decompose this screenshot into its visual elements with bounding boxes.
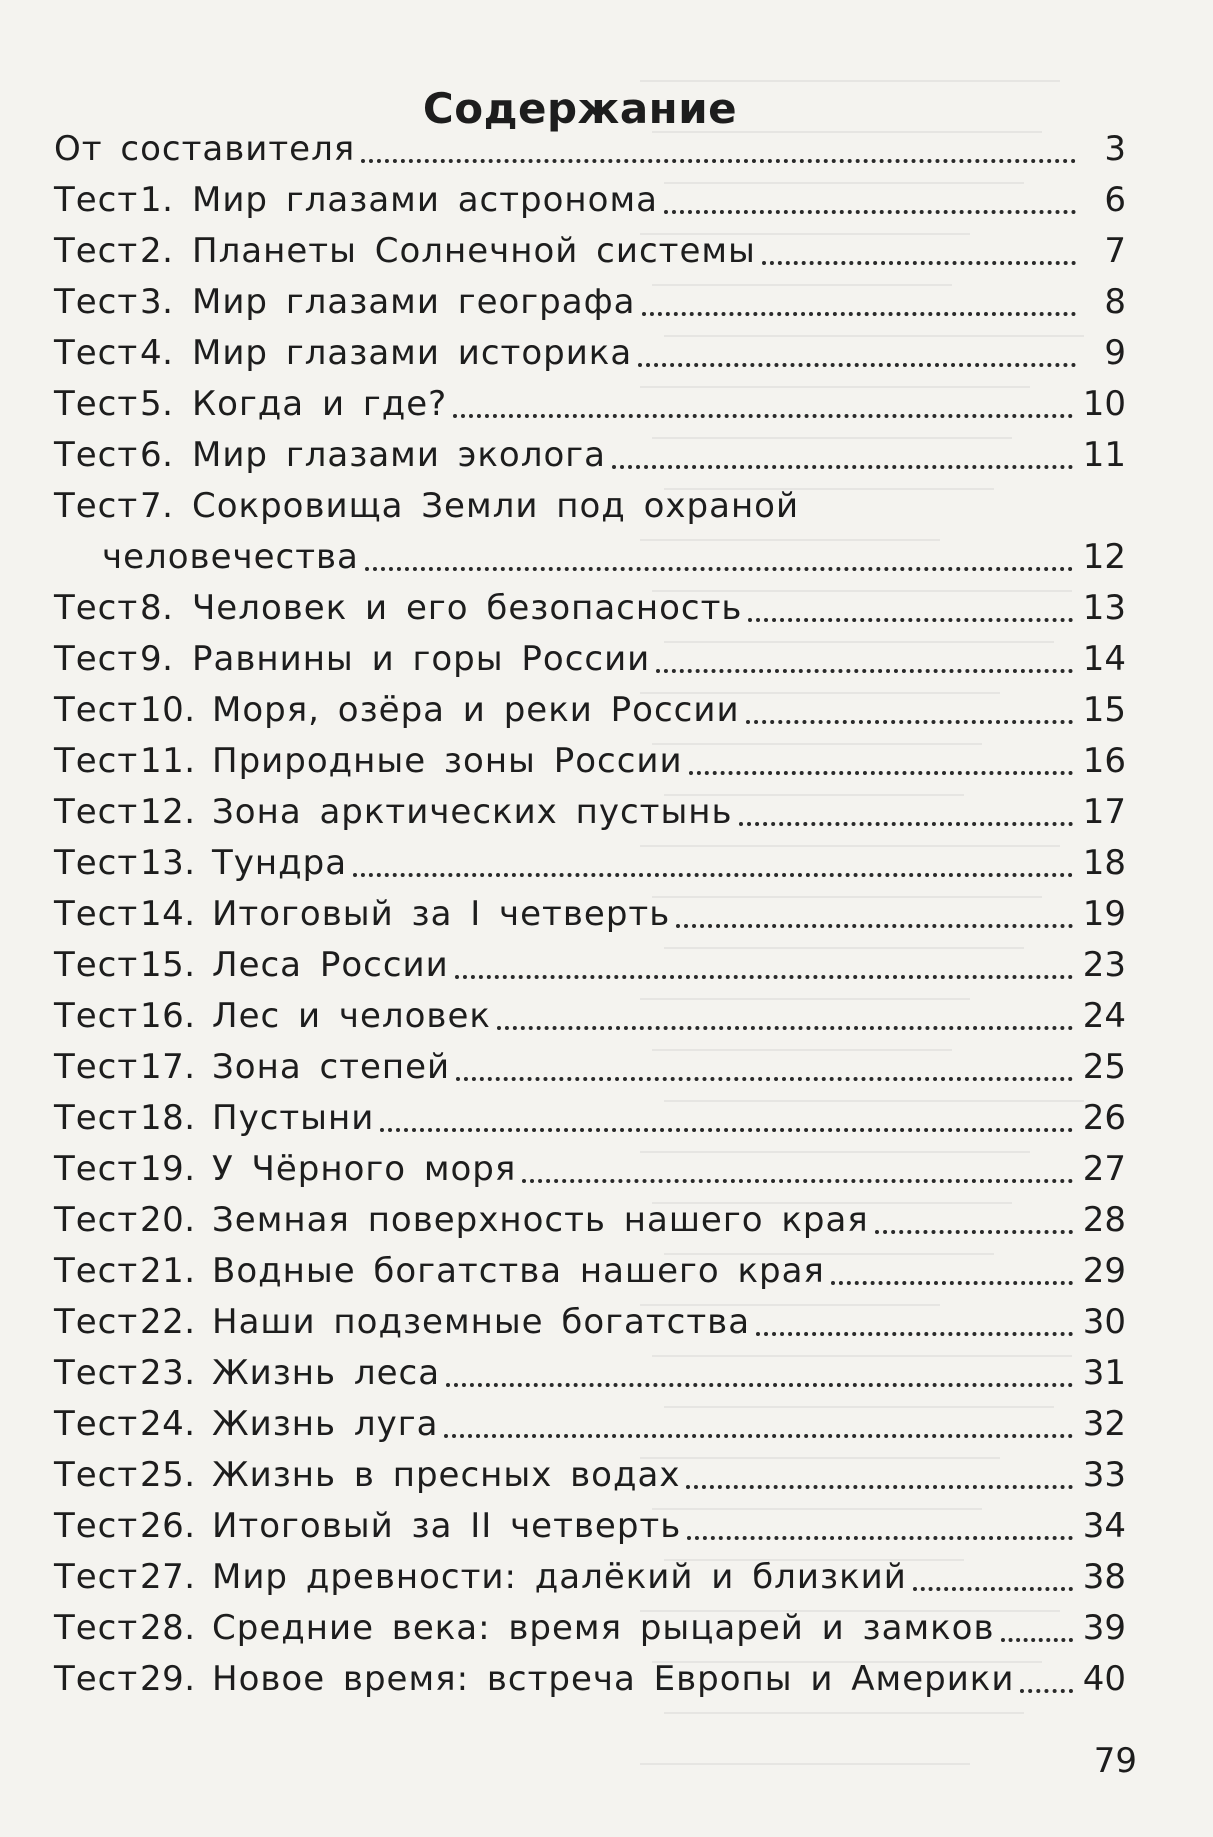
- dot-leader: [497, 1025, 1073, 1030]
- dot-leader: [762, 260, 1076, 265]
- toc-entry: [54, 379, 1126, 430]
- entry-label: Тест: [54, 1455, 139, 1495]
- entry-label: Тест: [54, 588, 139, 628]
- entry-number: 20.: [140, 1200, 196, 1240]
- entry-number: 16.: [140, 996, 196, 1036]
- entry-label: Тест: [54, 435, 139, 475]
- toc-entry: [54, 991, 1126, 1042]
- entry-number: 21.: [140, 1251, 196, 1291]
- entry-number: 29.: [140, 1659, 196, 1699]
- entry-label: Тест: [54, 231, 139, 271]
- entry-page: 8: [1104, 282, 1126, 322]
- entry-number: 5.: [140, 384, 174, 424]
- entry-title: Водные богатства нашего края: [212, 1251, 825, 1291]
- toc-entry: [54, 226, 1126, 277]
- entry-page: 26: [1082, 1098, 1126, 1138]
- entry-title: Мир глазами астронома: [192, 180, 658, 220]
- entry-title: Равнины и горы России: [192, 639, 651, 679]
- entry-title: Тундра: [212, 843, 348, 883]
- entry-page: 30: [1082, 1302, 1126, 1342]
- entry-page: 11: [1082, 435, 1126, 475]
- entry-number: 11.: [140, 741, 196, 781]
- entry-label: Тест: [54, 1557, 139, 1597]
- entry-label: Тест: [54, 1659, 139, 1699]
- entry-number: 2.: [140, 231, 174, 271]
- entry-page: 15: [1082, 690, 1126, 730]
- dot-leader: [748, 617, 1072, 622]
- entry-page: 33: [1082, 1455, 1126, 1495]
- dot-leader: [456, 1076, 1073, 1081]
- entry-number: 12.: [140, 792, 196, 832]
- entry-page: 29: [1082, 1251, 1126, 1291]
- entry-label: Тест: [54, 384, 139, 424]
- entry-page: 6: [1104, 180, 1126, 220]
- table-of-contents: [54, 124, 1126, 1705]
- entry-title: Итоговый за I четверть: [212, 894, 671, 934]
- entry-label: Тест: [54, 1353, 139, 1393]
- entry-number: 10.: [140, 690, 196, 730]
- entry-label: Тест: [54, 843, 139, 883]
- entry-number: 8.: [140, 588, 174, 628]
- dot-leader: [361, 158, 1076, 163]
- dot-leader: [831, 1280, 1073, 1285]
- entry-page: 17: [1082, 792, 1126, 832]
- entry-label: Тест: [54, 945, 139, 985]
- entry-page: 34: [1082, 1506, 1126, 1546]
- entry-title: Жизнь в пресных водах: [212, 1455, 681, 1495]
- entry-label: Тест: [54, 639, 139, 679]
- toc-entry: [54, 1654, 1126, 1705]
- entry-page: 3: [1104, 129, 1126, 169]
- dot-leader: [365, 566, 1073, 571]
- entry-title: Когда и где?: [192, 384, 448, 424]
- dot-leader: [687, 1535, 1072, 1540]
- entry-title: Пустыни: [212, 1098, 375, 1138]
- entry-label: Тест: [54, 1404, 139, 1444]
- entry-label: Тест: [54, 1302, 139, 1342]
- entry-title: Природные зоны России: [212, 741, 683, 781]
- entry-label: Тест: [54, 180, 139, 220]
- toc-entry: [54, 583, 1126, 634]
- toc-entry: [54, 1501, 1126, 1552]
- toc-entry-continuation: [54, 532, 1126, 583]
- entry-title: Лес и человек: [212, 996, 491, 1036]
- entry-title: Зона арктических пустынь: [212, 792, 733, 832]
- entry-label: Тест: [54, 1200, 139, 1240]
- entry-page: 16: [1082, 741, 1126, 781]
- toc-entry: [54, 481, 1126, 532]
- entry-title: Зона степей: [212, 1047, 451, 1087]
- entry-number: 13.: [140, 843, 196, 883]
- entry-number: 17.: [140, 1047, 196, 1087]
- entry-page: 27: [1082, 1149, 1126, 1189]
- dot-leader: [380, 1127, 1072, 1132]
- entry-page: 24: [1082, 996, 1126, 1036]
- toc-entry: [54, 787, 1126, 838]
- toc-entry: [54, 940, 1126, 991]
- entry-page: 23: [1082, 945, 1126, 985]
- entry-label: Тест: [54, 792, 139, 832]
- entry-page: 10: [1082, 384, 1126, 424]
- entry-title: Мир глазами географа: [192, 282, 636, 322]
- toc-entry: [54, 889, 1126, 940]
- entry-label: Тест: [54, 1149, 139, 1189]
- toc-entry: [54, 1348, 1126, 1399]
- dot-leader: [522, 1178, 1072, 1183]
- toc-entry: [54, 838, 1126, 889]
- toc-entry: [54, 1552, 1126, 1603]
- toc-entry: [54, 430, 1126, 481]
- entry-title: Мир глазами историка: [192, 333, 633, 373]
- entry-number: 23.: [140, 1353, 196, 1393]
- show-through-line: [640, 80, 1060, 82]
- entry-label: Тест: [54, 486, 139, 526]
- entry-title: Земная поверхность нашего края: [212, 1200, 869, 1240]
- entry-number: 4.: [140, 333, 174, 373]
- entry-number: 9.: [140, 639, 174, 679]
- entry-label: Тест: [54, 996, 139, 1036]
- entry-title: Жизнь луга: [212, 1404, 439, 1444]
- entry-page: 14: [1082, 639, 1126, 679]
- dot-leader: [664, 209, 1076, 214]
- entry-label: Тест: [54, 741, 139, 781]
- dot-leader: [746, 719, 1073, 724]
- dot-leader: [1001, 1637, 1073, 1642]
- page-number: 79: [1093, 1741, 1137, 1781]
- dot-leader: [444, 1433, 1072, 1438]
- toc-entry: [54, 1246, 1126, 1297]
- entry-title: Леса России: [212, 945, 449, 985]
- entry-label: Тест: [54, 333, 139, 373]
- entry-number: 25.: [140, 1455, 196, 1495]
- entry-number: 18.: [140, 1098, 196, 1138]
- entry-page: 39: [1082, 1608, 1126, 1648]
- dot-leader: [642, 311, 1077, 316]
- dot-leader: [739, 821, 1073, 826]
- entry-label: Тест: [54, 1506, 139, 1546]
- dot-leader: [455, 974, 1073, 979]
- entry-label: Тест: [54, 1047, 139, 1087]
- entry-label: Тест: [54, 1251, 139, 1291]
- toc-entry: [54, 1042, 1126, 1093]
- toc-entry: [54, 328, 1126, 379]
- entry-title: У Чёрного моря: [212, 1149, 517, 1189]
- dot-leader: [453, 413, 1073, 418]
- entry-page: 40: [1082, 1659, 1126, 1699]
- dot-leader: [875, 1229, 1073, 1234]
- entry-label: Тест: [54, 1098, 139, 1138]
- entry-title: Моря, озёра и реки России: [212, 690, 740, 730]
- toc-entry: [54, 1399, 1126, 1450]
- toc-entry: [54, 124, 1126, 175]
- entry-label: Тест: [54, 690, 139, 730]
- entry-page: 25: [1082, 1047, 1126, 1087]
- entry-title: Наши подземные богатства: [212, 1302, 751, 1342]
- entry-number: 19.: [140, 1149, 196, 1189]
- toc-entry: [54, 277, 1126, 328]
- entry-title: Итоговый за II четверть: [212, 1506, 682, 1546]
- toc-entry: [54, 1093, 1126, 1144]
- entry-title: Средние века: время рыцарей и замков: [212, 1608, 995, 1648]
- entry-label: Тест: [54, 894, 139, 934]
- entry-number: 1.: [140, 180, 174, 220]
- entry-page: 18: [1082, 843, 1126, 883]
- entry-page: 12: [1082, 537, 1126, 577]
- entry-title: Мир древности: далёкий и близкий: [212, 1557, 907, 1597]
- toc-entry: [54, 1195, 1126, 1246]
- page-title: Содержание: [422, 84, 738, 134]
- show-through-line: [664, 1712, 1024, 1714]
- dot-leader: [353, 872, 1073, 877]
- entry-page: 7: [1104, 231, 1126, 271]
- dot-leader: [913, 1586, 1073, 1591]
- entry-label: Тест: [54, 1608, 139, 1648]
- entry-page: 38: [1082, 1557, 1126, 1597]
- entry-title: Мир глазами эколога: [192, 435, 606, 475]
- dot-leader: [656, 668, 1072, 673]
- entry-page: 31: [1082, 1353, 1126, 1393]
- entry-page: 9: [1104, 333, 1126, 373]
- toc-entry: [54, 1297, 1126, 1348]
- entry-page: 13: [1082, 588, 1126, 628]
- entry-page: 32: [1082, 1404, 1126, 1444]
- entry-number: 27.: [140, 1557, 196, 1597]
- dot-leader: [686, 1484, 1072, 1489]
- toc-entry: [54, 736, 1126, 787]
- entry-title: Жизнь леса: [212, 1353, 441, 1393]
- entry-number: 14.: [140, 894, 196, 934]
- entry-number: 26.: [140, 1506, 196, 1546]
- entry-title: От составителя: [54, 129, 356, 169]
- entry-label: Тест: [54, 282, 139, 322]
- dot-leader: [1020, 1688, 1072, 1693]
- entry-number: 28.: [140, 1608, 196, 1648]
- toc-entry: [54, 634, 1126, 685]
- toc-entry: [54, 1603, 1126, 1654]
- toc-entry: [54, 685, 1126, 736]
- dot-leader: [638, 362, 1076, 367]
- toc-entry: [54, 1144, 1126, 1195]
- entry-number: 3.: [140, 282, 174, 322]
- entry-number: 22.: [140, 1302, 196, 1342]
- dot-leader: [689, 770, 1073, 775]
- dot-leader: [676, 923, 1072, 928]
- entry-number: 6.: [140, 435, 174, 475]
- entry-title-continuation: человечества: [102, 537, 359, 577]
- entry-title: Новое время: встреча Европы и Америки: [212, 1659, 1015, 1699]
- entry-page: 19: [1082, 894, 1126, 934]
- dot-leader: [446, 1382, 1073, 1387]
- entry-number: 7.: [140, 486, 174, 526]
- entry-title: Планеты Солнечной системы: [192, 231, 756, 271]
- toc-entry: [54, 1450, 1126, 1501]
- entry-number: 15.: [140, 945, 196, 985]
- toc-entry: [54, 175, 1126, 226]
- dot-leader: [756, 1331, 1073, 1336]
- entry-page: 28: [1082, 1200, 1126, 1240]
- entry-number: 24.: [140, 1404, 196, 1444]
- dot-leader: [612, 464, 1073, 469]
- entry-title: Человек и его безопасность: [192, 588, 743, 628]
- show-through-line: [640, 1763, 970, 1765]
- entry-title: Сокровища Земли под охраной: [192, 486, 800, 526]
